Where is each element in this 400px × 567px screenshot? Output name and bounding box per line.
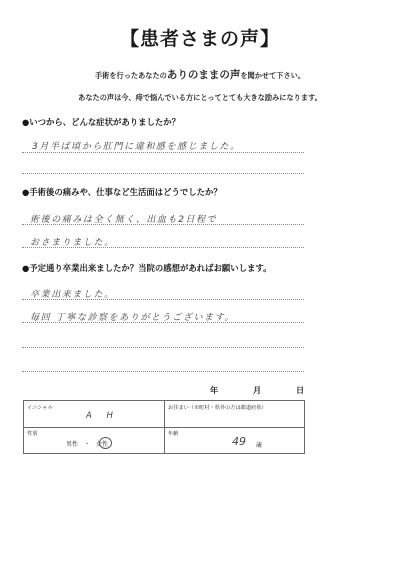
- page-title: 【患者さまの声】: [119, 28, 280, 50]
- age-label: 年齢: [168, 431, 179, 437]
- answer-1-rule-2: [22, 173, 304, 174]
- gender-label: 性別: [27, 431, 38, 437]
- answer-3-rule-4: [22, 371, 304, 372]
- answer-3-line-2: 毎回 丁寧な診察をありがとうございます。: [30, 313, 236, 323]
- question-2: ●手術後の痛みや、仕事など生活面はどうでしたか？: [22, 187, 222, 197]
- answer-1-line-1: 3月半ば頃から肛門に違和感を感じました。: [32, 142, 241, 152]
- answer-2-rule-1: [22, 224, 304, 225]
- answer-3-rule-2: [22, 322, 304, 323]
- info-table: [23, 400, 305, 454]
- age-unit: 歳: [256, 442, 263, 449]
- address-label: お住まい（市町村・県外の方は都道府県）: [168, 405, 267, 411]
- intro-line-1-post: を聞かせて下さい。: [240, 71, 306, 80]
- intro-line-1-emphasis: ありのままの声: [166, 69, 241, 81]
- question-3: ●予定通り卒業出来ましたか？当院の感想があればお願いします。: [22, 263, 272, 273]
- initial-value: A H: [86, 411, 119, 421]
- gender-options: 男性 ・ 女性: [66, 441, 109, 448]
- date-day-label: 日: [296, 385, 305, 395]
- answer-2-line-2: おさまりました。: [30, 238, 115, 248]
- question-1: ●いつから、どんな症状がありましたか？: [22, 117, 181, 127]
- answer-1-rule-1: [22, 152, 304, 153]
- answer-3-rule-1: [22, 299, 304, 300]
- age-value: 49: [232, 435, 246, 448]
- gender-selected-circle: [99, 437, 112, 449]
- answer-3-rule-3: [22, 347, 304, 348]
- info-table-divider-horizontal: [24, 427, 304, 428]
- date-year-label: 年: [210, 385, 219, 395]
- answer-3-line-1: 卒業出来ました。: [30, 290, 115, 300]
- answer-2-rule-2: [22, 247, 304, 248]
- intro-line-1-pre: 手術を行ったあなたの: [94, 71, 167, 80]
- answer-2-line-1: 術後の痛みは全く無く、出血も2日程で: [30, 215, 218, 225]
- date-month-label: 月: [253, 385, 262, 395]
- intro-line-2: あなたの声は今、痔で悩んでいる方にとってとても大きな励みになります。: [78, 93, 322, 102]
- initial-label: イニシャル: [27, 405, 53, 411]
- intro-line-1: [0, 67, 400, 82]
